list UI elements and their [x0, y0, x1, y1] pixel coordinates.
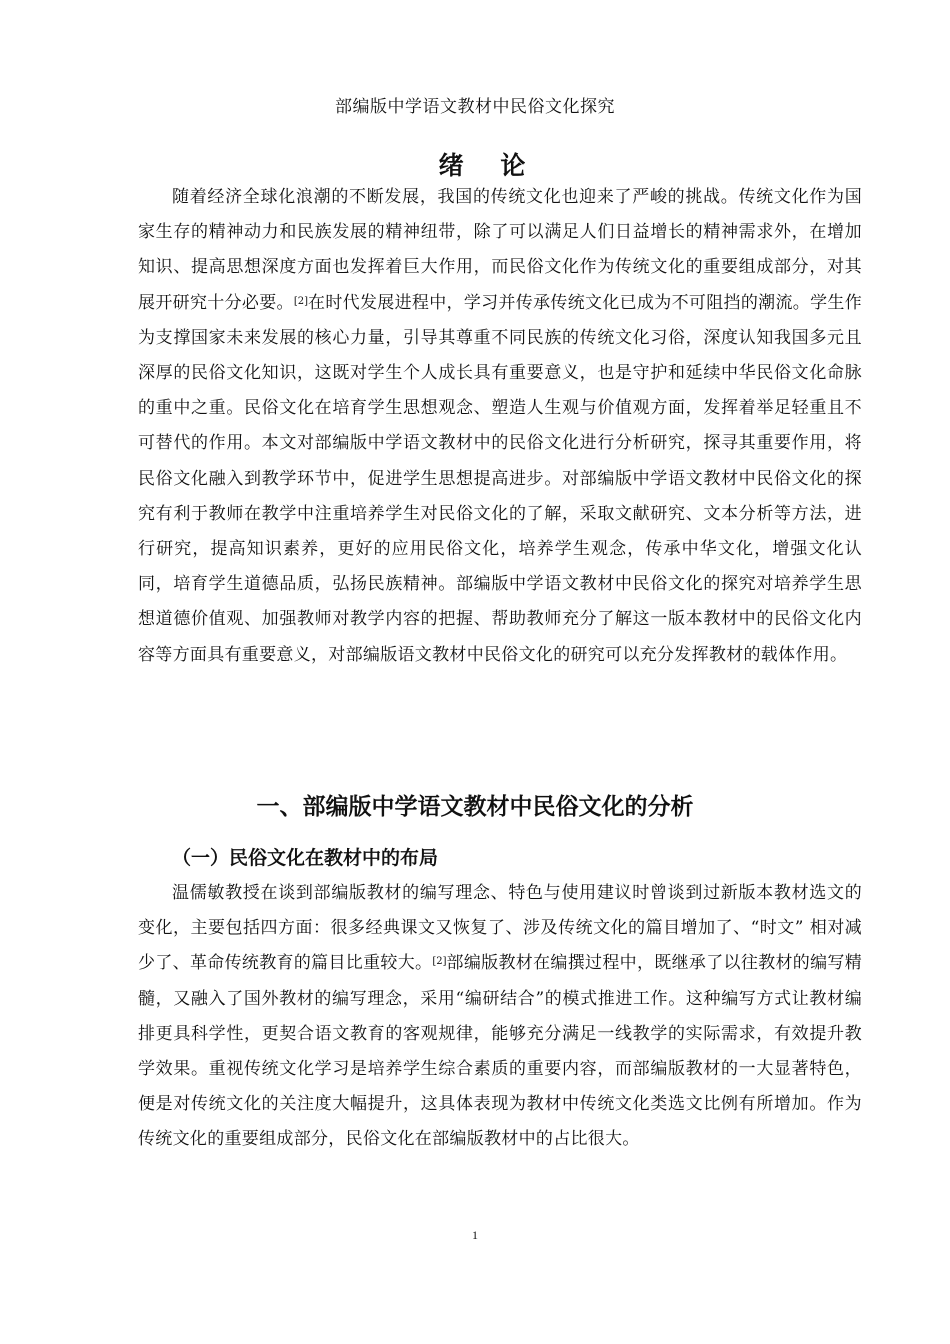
citation-ref: [2] [293, 295, 308, 307]
body-text-part-2: 部编版教材在编撰过程中，既继承了以往教材的编写精髓，又融入了国外教材的编写理念，采用“编研结合”的模式推进工作。这种编写方式让教材编排更具科学性，更契合语文教育的客观规律，能够充分满足一线教学的实际需求，有效提升教学效果。重视传统文化学习是培养学生综合素质的重要内容，而部编版教材的一大显著特色，便是对传统文化的关注度大幅提升，这具体表现为教材中传统文化类选文比例有所增加。作为传统文化的重要组成部分，民俗文化在部编版教材中的占比很大。 [138, 953, 863, 1150]
running-header: 部编版中学语文教材中民俗文化探究 [335, 97, 615, 117]
citation-ref: [2] [432, 956, 447, 968]
page-number: 1 [472, 1228, 478, 1242]
body-text-part-1: 温儒敏教授在谈到部编版教材的编写理念、特色与使用建议时曾谈到过新版本教材选文的变化，主要包括四方面：很多经典课文又恢复了、涉及传统文化的篇目增加了、“时文” 相对减少了、革命传统教育的篇目比重较大。 [138, 883, 862, 974]
body-paragraph [138, 876, 862, 1158]
intro-text-part-1: 随着经济全球化浪潮的不断发展，我国的传统文化也迎来了严峻的挑战。传统文化作为国家生存的精神动力和民族发展的精神纽带，除了可以满足人们日益增长的精神需求外，在增加知识、提高思想深度方面也发挥着巨大作用，而民俗文化作为传统文化的重要组成部分，对其展开研究十分必要。 [138, 187, 862, 313]
intro-text-part-2: 在时代发展进程中，学习并传承传统文化已成为不可阻挡的潮流。学生作为支撑国家未来发展的核心力量，引导其尊重不同民族的传统文化习俗，深度认知我国多元且深厚的民俗文化知识，这既对学生个人成长具有重要意义，也是守护和延续中华民俗文化命脉的重中之重。民俗文化在培育学生思想观念、塑造人生观与价值观方面，发挥着举足轻重且不可替代的作用。本文对部编版中学语文教材中的民俗文化进行分析研究，探寻其重要作用，将民俗文化融入到教学环节中，促进学生思想提高进步。对部编版中学语文教材中民俗文化的探究有利于教师在教学中注重培养学生对民俗文化的了解，采取文献研究、文本分析等方法，进行研究，提高知识素养，更好的应用民俗文化，培养学生观念，传承中华文化，增强文化认同，培育学生道德品质，弘扬民族精神。部编版中学语文教材中民俗文化的探究对培养学生思想道德价值观、加强教师对教学内容的把握、帮助教师充分了解这一版本教材中的民俗文化内容等方面具有重要意义，对部编版语文教材中民俗文化的研究可以充分发挥教材的载体作用。 [138, 292, 863, 665]
intro-title: 绪 论 [438, 151, 540, 180]
subsection-heading: （一）民俗文化在教材中的布局 [172, 847, 439, 869]
intro-paragraph [138, 180, 862, 673]
section-heading: 一、部编版中学语文教材中民俗文化的分析 [256, 794, 694, 820]
